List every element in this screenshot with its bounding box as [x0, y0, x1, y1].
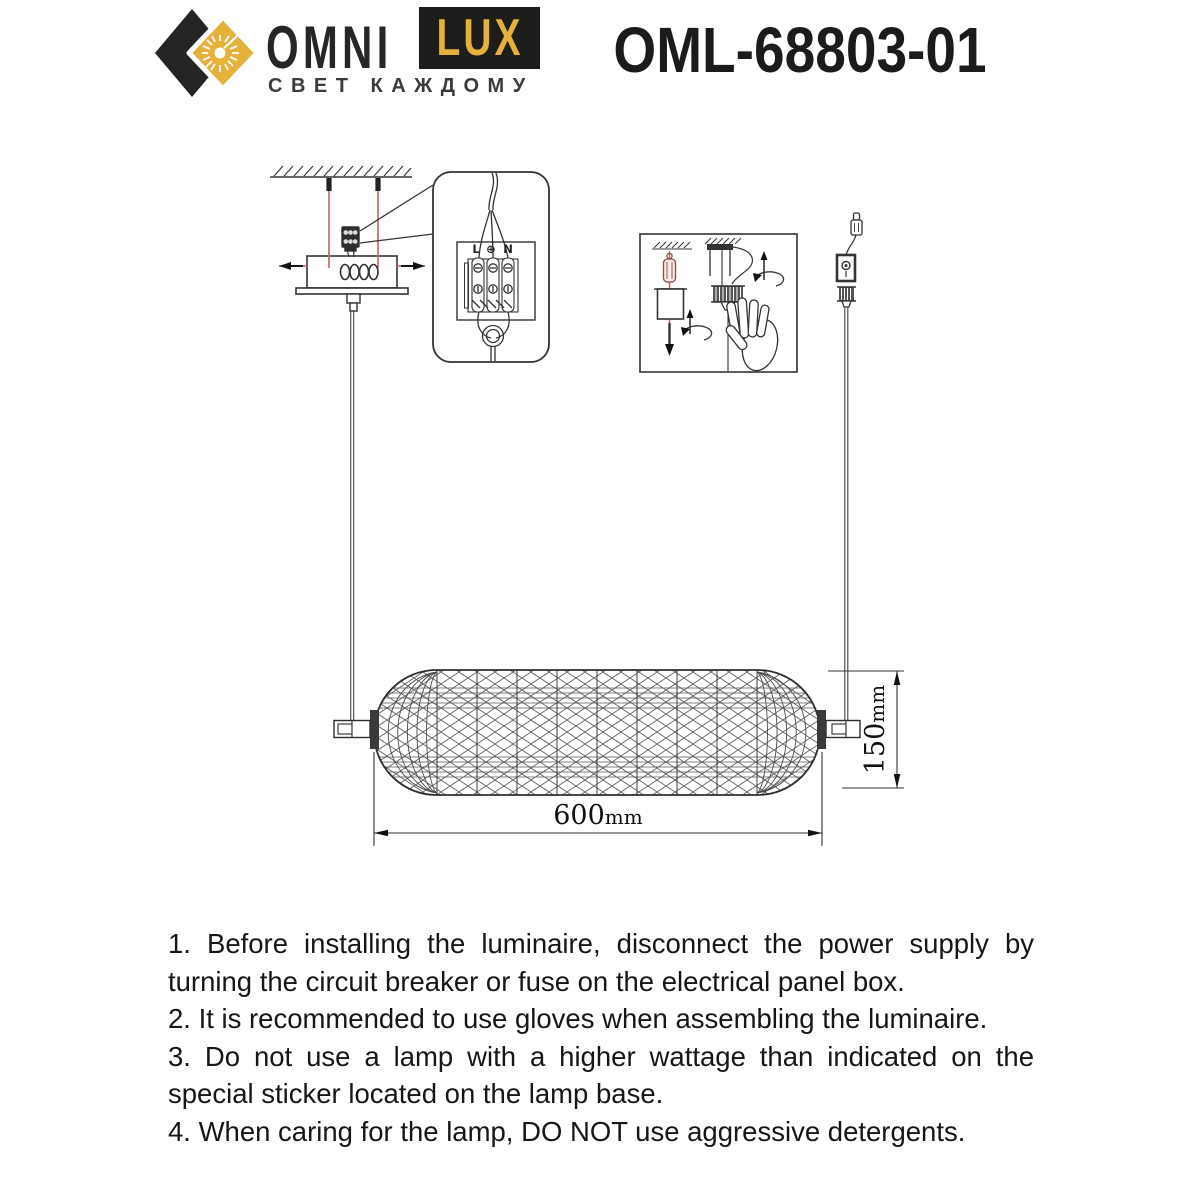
suspension-cable-left [351, 311, 354, 721]
brand-logo-icon [155, 9, 257, 97]
side-arrow-right-icon [401, 262, 425, 270]
gripper-nut [837, 287, 856, 307]
model-number: OML-68803-01 [613, 14, 987, 86]
callout-leader-lines [360, 185, 433, 243]
terminal-strip [465, 258, 519, 312]
brand-wordmark: OMNI [266, 14, 393, 81]
canopy [296, 256, 408, 294]
lamp-shade-drawing [334, 670, 860, 795]
brand-lux-text: LUX [436, 9, 523, 67]
instruction-item: 3. Do not use a lamp with a higher wattage than indicated on the special sticker located on the lamp base. [168, 1040, 1034, 1109]
terminal-labels: L ⊕ N [472, 242, 513, 256]
instruction-item: 2. It is recommended to use gloves when assembling the luminaire. [168, 1003, 988, 1034]
screw-heads [326, 178, 380, 191]
ceiling-hatch [270, 166, 412, 177]
instruction-item: 1. Before installing the luminaire, disconnect the power supply by turning the circuit breaker or fuse on the electrical panel box. [168, 928, 1034, 997]
brand-tagline: СВЕТ КАЖДОМУ [268, 75, 534, 97]
ceiling-mount-drawing [270, 166, 425, 721]
width-dimension-label: 600mm [553, 800, 643, 831]
terminal-block [342, 227, 359, 257]
cable-gripper-detail [837, 213, 862, 721]
instruction-item: 4. When caring for the lamp, DO NOT use aggressive detergents. [168, 1115, 966, 1147]
end-cap-left [334, 710, 379, 749]
suspension-cable-right [845, 307, 848, 721]
height-dimension-label: 150mm [860, 684, 891, 775]
wiring-detail-bubble [433, 172, 549, 362]
canopy-cable-connector [347, 294, 360, 311]
mounting-screw-guides [279, 178, 425, 268]
cable-lock-clip [837, 255, 855, 281]
side-arrow-left-icon [279, 262, 303, 270]
instructions-list [168, 925, 1034, 1150]
end-cap-right [817, 710, 860, 749]
brand-lux-badge [419, 7, 540, 69]
adjustment-steps-box [640, 234, 797, 374]
